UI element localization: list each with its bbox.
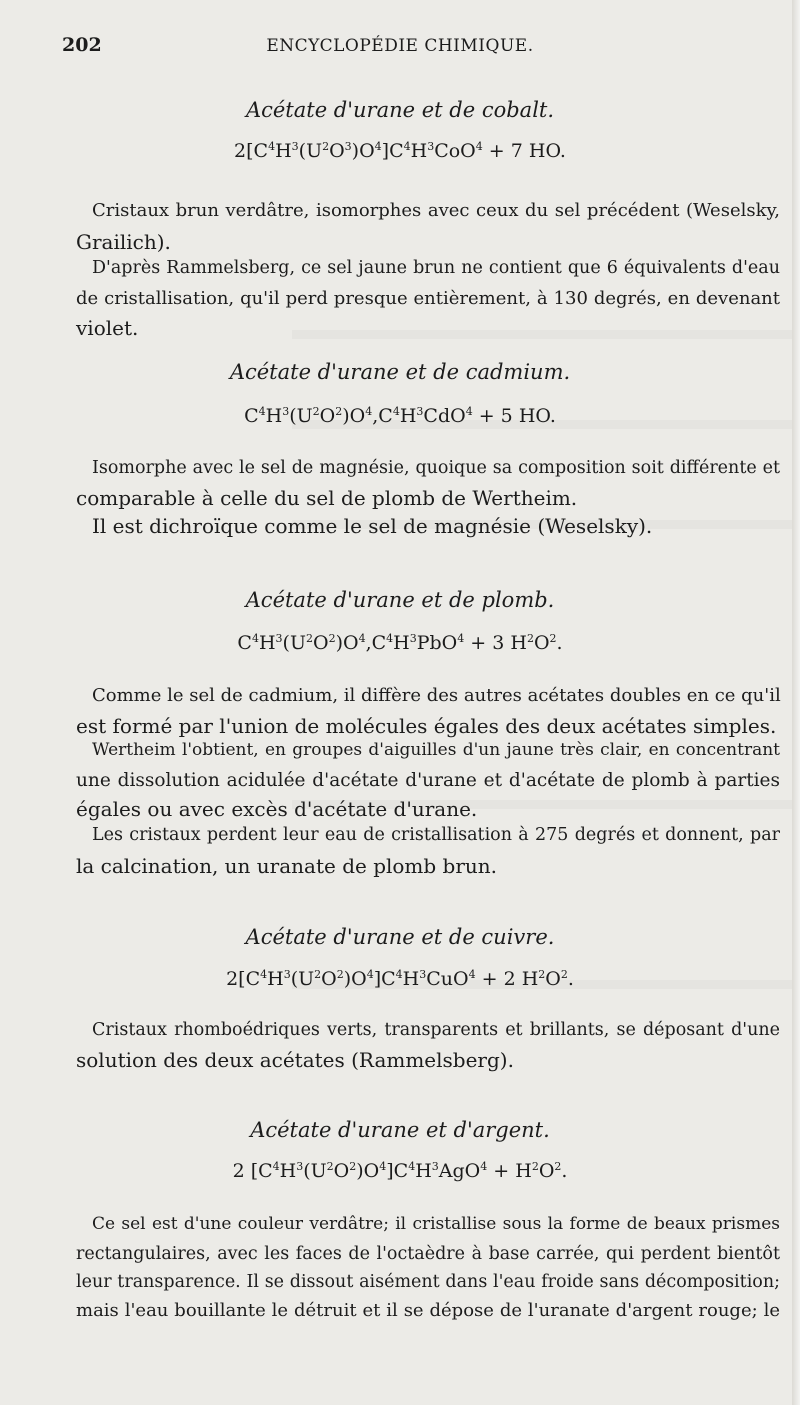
text-line: Les cristaux perdent leur eau de cristallisation à 275 degrés et donnent, par [92, 825, 780, 845]
section-heading-cobalt: Acétate d'urane et de cobalt. [245, 98, 555, 122]
text-line: Isomorphe avec le sel de magnésie, quoique sa composition soit différente et [92, 458, 780, 478]
text-line: Cristaux brun verdâtre, isomorphes avec ceux du sel précédent (Weselsky, [92, 200, 780, 221]
page-edge [792, 0, 800, 1405]
text-line: Cristaux rhomboédriques verts, transparents et brillants, se déposant d'une [92, 1020, 780, 1040]
text-line: Wertheim l'obtient, en groupes d'aiguilles d'un jaune très clair, en concentrant [92, 740, 780, 760]
page-number: 202 [62, 34, 102, 56]
text-line: violet. [76, 316, 139, 340]
text-line: mais l'eau bouillante le détruit et il se dépose de l'uranate d'argent rouge; le [76, 1300, 780, 1321]
section-heading-plomb: Acétate d'urane et de plomb. [245, 588, 555, 612]
text-line: de cristallisation, qu'il perd presque entièrement, à 130 degrés, en devenant [76, 288, 780, 309]
text-line: Comme le sel de cadmium, il diffère des autres acétates doubles en ce qu'il [92, 685, 781, 706]
formula-cadmium: $C^4H^3(U^2O^2)O^4,C^4H^3CdO^4 + 5$ HO. [244, 405, 556, 427]
section-heading-cuivre: Acétate d'urane et de cuivre. [245, 925, 555, 949]
text-line: Il est dichroïque comme le sel de magnésie (Weselsky). [92, 514, 653, 538]
formula-plomb: $C^4H^3(U^2O^2)O^4,C^4H^3PbO^4 + 3$ $H^2O^2$. [237, 632, 563, 654]
text-line: D'après Rammelsberg, ce sel jaune brun ne contient que 6 équivalents d'eau [92, 258, 780, 278]
formula-cobalt: $2[C^4H^3(U^2O^3)O^4]C^4H^3CoO^4 + 7$ HO. [234, 140, 566, 162]
page-header [0, 32, 800, 62]
text-line: égales ou avec excès d'acétate d'urane. [76, 797, 478, 821]
text-line: comparable à celle du sel de plomb de Wertheim. [76, 486, 578, 510]
text-line: Grailich). [76, 230, 171, 254]
text-line: Ce sel est d'une couleur verdâtre; il cristallise sous la forme de beaux prismes [92, 1214, 780, 1234]
formula-argent: 2 $[C^4H^3(U^2O^2)O^4]C^4H^3AgO^4 + H^2O^2$. [232, 1160, 568, 1182]
text-line: solution des deux acétates (Rammelsberg). [76, 1048, 514, 1072]
text-line: est formé par l'union de molécules égales des deux acétates simples. [76, 714, 777, 738]
text-line: une dissolution acidulée d'acétate d'urane et d'acétate de plomb à parties [76, 770, 780, 791]
section-heading-argent: Acétate d'urane et d'argent. [250, 1118, 550, 1142]
section-heading-cadmium: Acétate d'urane et de cadmium. [229, 360, 571, 384]
text-line: la calcination, un uranate de plomb brun. [76, 854, 498, 878]
text-line: leur transparence. Il se dissout aisément dans l'eau froide sans décomposition; [76, 1272, 780, 1292]
running-title: ENCYCLOPÉDIE CHIMIQUE. [266, 36, 534, 56]
text-line: rectangulaires, avec les faces de l'octaèdre à base carrée, qui perdent bientôt [76, 1244, 780, 1264]
formula-cuivre: $2[C^4H^3(U^2O^2)O^4]C^4H^3CuO^4 + 2$ $H^2O^2$. [226, 968, 574, 990]
